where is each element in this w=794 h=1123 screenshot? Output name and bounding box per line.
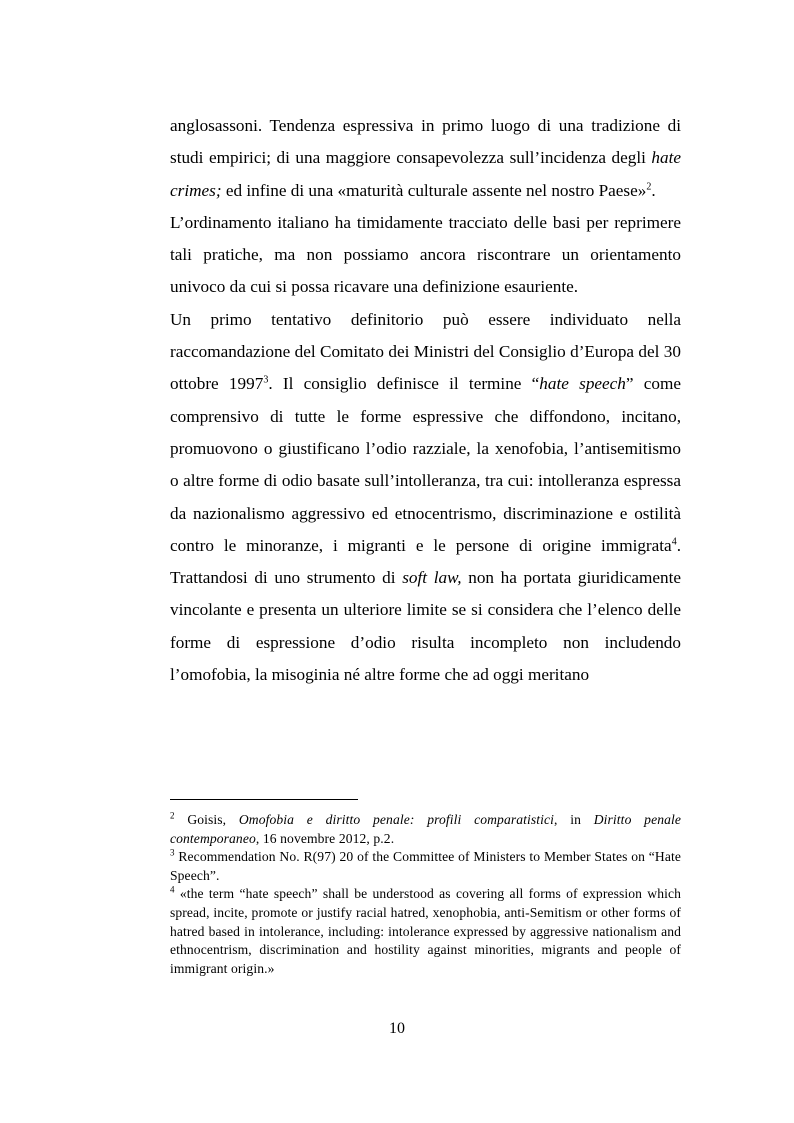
text-run: «the term “hate speech” shall be understood as covering all forms of expression which spread, incite, promote or justify racial hatred, xenophobia, anti-Semitism or other forms of hatred based in intolerance, including: intolerance expressed by aggressive nationalism and ethnocentrism, discrimination and hostility against minorities, migrants and people of immigrant origin.» [170,886,681,976]
footnotes [170,811,681,978]
footnote-number: 3 [170,847,175,858]
text-run: ” come comprensivo di tutte le forme espressive che diffondono, incitano, promuovono o giustificano l’odio razziale, la xenofobia, l’antisemitismo o altre forme di odio basate sull’intolleranza, tra cui: intolleranza espressa da nazionalismo aggressivo ed etnocentrismo, discriminazione e ostilità contro le minoranze, i migranti e le persone di origine immigrata [170,374,681,555]
text-run: non ha portata giuridicamente vincolante e presenta un ulteriore limite se si considera che l’elenco delle forme di espressione d’odio risulta incompleto non includendo l’omofobia, la misoginia né altre forme che ad oggi meritano [170,568,681,685]
italic-title: Omofobia e diritto penale: profili comparatistici [238,812,555,827]
footnote-ref[interactable]: 2 [646,180,652,192]
italic-term: hate crimes; [170,148,681,200]
text-run: Goisis, [174,812,239,827]
footnote-3 [170,848,681,885]
italic-title: Diritto penale contemporaneo [170,812,682,846]
text-run: Recommendation No. R(97) 20 of the Committee of Ministers to Member States on “Hate Speech”. [170,849,681,883]
italic-term: hate speech [539,374,626,394]
page-number: 10 [389,1020,405,1037]
footnote-2 [170,811,681,848]
text-run: ed infine di una «maturità culturale assente nel nostro Paese» [221,180,647,200]
footnote-ref[interactable]: 3 [263,374,269,386]
footnote-separator [170,799,358,800]
footnote-number: 2 [170,810,175,821]
text-run: . [651,180,656,200]
footnote-number: 4 [170,884,175,895]
text-run: anglosassoni. Tendenza espressiva in primo luogo di una tradizione di studi empirici; di una maggiore consapevolezza sull’incidenza degli [170,116,681,168]
text-run: Un primo tentativo definitorio può essere individuato nella raccomandazione del Comitato dei Ministri del Consiglio d’Europa del 30 ottobre 1997 [170,309,681,394]
text-run: , in [554,812,594,827]
italic-term: soft law, [402,568,462,588]
text-run: . Il consiglio definisce il termine “ [268,374,540,394]
footnote-4 [170,885,681,978]
text-run: , 16 novembre 2012, p.2. [255,830,395,846]
main-text [170,110,681,691]
footnote-ref[interactable]: 4 [671,536,677,548]
paragraph-2: L’ordinamento italiano ha timidamente tracciato delle basi per reprimere tali pratiche, ma non possiamo ancora riscontrare un orientamento univoco da cui si possa ricavare una definizione esauriente. [170,212,681,297]
text-run: . Trattandosi di uno strumento di [170,535,681,588]
paragraph-3 [170,304,681,692]
paragraph-1 [170,110,681,207]
